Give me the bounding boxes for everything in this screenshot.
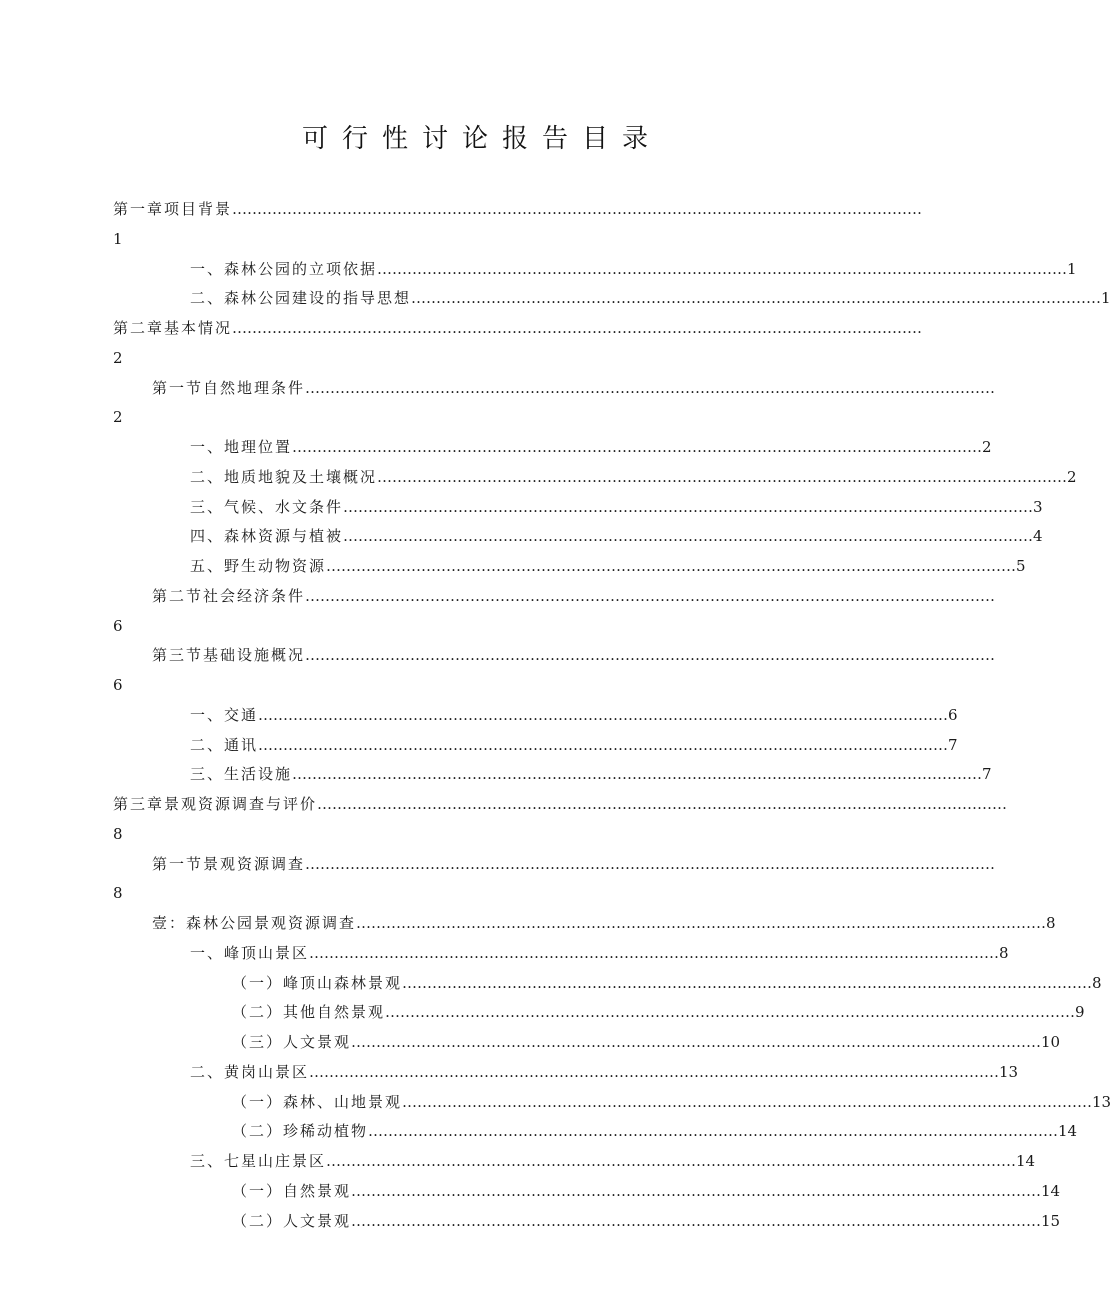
toc-entry[interactable]: [0, 998, 1085, 1028]
toc-leader-dots: …………………………………………………………………………………………………………………………: [356, 914, 1047, 932]
toc-entry[interactable]: [0, 1147, 1036, 1177]
toc-page-number: 13: [999, 1062, 1019, 1081]
toc-entry-title: 景观资源调查与评价: [164, 795, 318, 813]
toc-leader-dots: …………………………………………………………………………………………………………………………: [402, 973, 1093, 992]
toc-entry[interactable]: [0, 522, 1043, 552]
toc-entry-page-line: [0, 612, 950, 642]
toc-page-number: 4: [1033, 527, 1043, 546]
toc-entry[interactable]: [0, 701, 958, 731]
toc-entry[interactable]: [0, 1058, 1019, 1088]
toc-entry-title: 自然地理条件: [203, 378, 306, 397]
toc-page-number: 13: [1092, 1092, 1111, 1111]
toc-entry-title: 壹：森林公园景观资源调查: [152, 914, 357, 932]
toc-leader-dots: …………………………………………………………………………………………………………………………: [343, 497, 1034, 516]
toc-entry[interactable]: [0, 1088, 1111, 1118]
toc-page-number: 8: [113, 824, 123, 843]
toc-page-number: 2: [113, 408, 123, 427]
toc-leader-dots: …………………………………………………………………………………………………………………………: [305, 586, 996, 605]
toc-page-number: 9: [1075, 1003, 1085, 1022]
toc-entry[interactable]: [0, 552, 1026, 582]
toc-entry-page-line: [0, 879, 950, 909]
toc-entry-number: 第三章: [113, 795, 165, 813]
toc-leader-dots: …………………………………………………………………………………………………………………………: [343, 527, 1034, 546]
toc-entry-title: 二、黄岗山景区: [190, 1062, 310, 1081]
toc-page-number: 6: [113, 616, 123, 635]
toc-entry-title: 基础设施概况: [203, 646, 306, 665]
toc-entry-title: 一、交通: [190, 705, 259, 724]
toc-page-number: 8: [1092, 973, 1102, 992]
toc-page-number: 2: [982, 438, 992, 456]
toc-entry[interactable]: [0, 314, 950, 344]
toc-leader-dots: …………………………………………………………………………………………………………………………: [385, 1003, 1076, 1022]
toc-leader-dots: …………………………………………………………………………………………………………………………: [326, 557, 1017, 575]
toc-page-number: 7: [982, 765, 992, 784]
toc-entry[interactable]: [0, 760, 992, 790]
toc-entry-title: 三、生活设施: [190, 765, 293, 784]
toc-entry-title: （二）珍稀动植物: [232, 1122, 369, 1141]
toc-leader-dots: …………………………………………………………………………………………………………………………: [368, 1122, 1059, 1141]
toc-leader-dots: …………………………………………………………………………………………………………………………: [411, 289, 1102, 308]
toc-page-number: 10: [1041, 1033, 1061, 1051]
toc-entry-page-line: [0, 671, 950, 701]
toc-leader-dots: …………………………………………………………………………………………………………………………: [377, 467, 1068, 486]
toc-entry-page-line: [0, 820, 950, 850]
toc-entry[interactable]: [0, 582, 996, 612]
toc-leader-dots: …………………………………………………………………………………………………………………………: [232, 200, 923, 218]
toc-leader-dots: …………………………………………………………………………………………………………………………: [258, 735, 949, 754]
toc-entry-number: 第三节: [152, 646, 204, 665]
toc-entry-title: 基本情况: [164, 319, 233, 337]
toc-entry-title: 一、森林公园的立项依据: [190, 259, 378, 278]
toc-leader-dots: …………………………………………………………………………………………………………………………: [402, 1092, 1093, 1111]
toc-entry-title: （二）人文景观: [232, 1211, 352, 1230]
toc-entry-number: 第二节: [152, 586, 204, 605]
toc-page-number: 14: [1016, 1152, 1036, 1170]
toc-entry-number: 第一节: [152, 378, 204, 397]
toc-page-number: 1: [113, 229, 123, 248]
toc-entry-title: 一、峰顶山景区: [190, 943, 310, 962]
toc-page-number: 6: [113, 676, 123, 694]
toc-leader-dots: …………………………………………………………………………………………………………………………: [351, 1211, 1042, 1230]
toc-page-number: 5: [1016, 557, 1026, 575]
toc-entry-title: （一）峰顶山森林景观: [232, 973, 403, 992]
toc-leader-dots: …………………………………………………………………………………………………………………………: [292, 438, 983, 456]
toc-page-number: 2: [113, 348, 123, 367]
document-title: 可行性讨论报告目录: [301, 124, 662, 154]
toc-entry-number: 第一章: [113, 200, 165, 218]
toc-leader-dots: …………………………………………………………………………………………………………………………: [377, 259, 1068, 278]
toc-entry-title: （二）其他自然景观: [232, 1003, 386, 1022]
toc-page-number: 14: [1058, 1122, 1078, 1141]
toc-entry[interactable]: [0, 374, 996, 404]
toc-page-number: 8: [999, 943, 1009, 962]
toc-page-number: 7: [948, 735, 958, 754]
toc-entry-title: 五、野生动物资源: [190, 557, 327, 575]
toc-entry-title: （三）人文景观: [232, 1033, 352, 1051]
toc-entry[interactable]: [0, 731, 958, 761]
toc-leader-dots: …………………………………………………………………………………………………………………………: [351, 1033, 1042, 1051]
toc-leader-dots: …………………………………………………………………………………………………………………………: [305, 646, 996, 665]
toc-page-number: 2: [1067, 467, 1077, 486]
toc-entry-page-line: [0, 344, 950, 374]
toc-entry[interactable]: [0, 641, 996, 671]
toc-entry-title: 四、森林资源与植被: [190, 527, 344, 546]
toc-leader-dots: …………………………………………………………………………………………………………………………: [351, 1181, 1042, 1200]
toc-entry-page-line: [0, 403, 950, 433]
toc-page-number: 6: [948, 705, 958, 724]
toc-leader-dots: …………………………………………………………………………………………………………………………: [292, 765, 983, 784]
toc-entry[interactable]: [0, 1117, 1078, 1147]
toc-entry-title: 三、七星山庄景区: [190, 1152, 327, 1170]
toc-leader-dots: …………………………………………………………………………………………………………………………: [309, 1062, 1000, 1081]
table-of-contents: [0, 195, 1111, 1236]
toc-entry[interactable]: [0, 1177, 1061, 1207]
toc-page-number: 1: [1101, 289, 1111, 308]
toc-entry[interactable]: [0, 969, 1102, 999]
toc-entry[interactable]: [0, 909, 1056, 939]
toc-page-number: 8: [113, 884, 123, 903]
toc-leader-dots: …………………………………………………………………………………………………………………………: [309, 943, 1000, 962]
toc-entry[interactable]: [0, 850, 996, 880]
toc-leader-dots: …………………………………………………………………………………………………………………………: [326, 1152, 1017, 1170]
toc-entry-title: 项目背景: [164, 200, 233, 218]
toc-entry[interactable]: [0, 1207, 1061, 1237]
toc-entry-title: 三、气候、水文条件: [190, 497, 344, 516]
toc-entry-title: 二、地质地貌及土壤概况: [190, 467, 378, 486]
toc-leader-dots: …………………………………………………………………………………………………………………………: [232, 319, 923, 337]
toc-page-number: 15: [1041, 1211, 1061, 1230]
toc-leader-dots: …………………………………………………………………………………………………………………………: [258, 705, 949, 724]
toc-entry[interactable]: [0, 493, 1043, 523]
toc-entry[interactable]: [0, 255, 1077, 285]
toc-leader-dots: …………………………………………………………………………………………………………………………: [305, 854, 996, 873]
toc-leader-dots: …………………………………………………………………………………………………………………………: [305, 378, 996, 397]
toc-entry-number: 第二章: [113, 319, 165, 337]
toc-entry[interactable]: [0, 463, 1077, 493]
toc-entry[interactable]: [0, 790, 1008, 820]
toc-entry[interactable]: [0, 195, 950, 225]
toc-page-number: 1: [1067, 259, 1077, 278]
toc-entry-page-line: [0, 225, 950, 255]
toc-entry[interactable]: [0, 939, 1009, 969]
toc-entry-title: （一）森林、山地景观: [232, 1092, 403, 1111]
toc-entry-number: 第一节: [152, 854, 204, 873]
toc-page-number: 8: [1046, 914, 1056, 932]
toc-entry-title: 一、地理位置: [190, 438, 293, 456]
toc-entry-title: （一）自然景观: [232, 1181, 352, 1200]
toc-entry-title: 二、通讯: [190, 735, 259, 754]
toc-entry-title: 二、森林公园建设的指导思想: [190, 289, 412, 308]
toc-page-number: 3: [1033, 497, 1043, 516]
toc-entry-title: 社会经济条件: [203, 586, 306, 605]
toc-entry[interactable]: [0, 284, 1111, 314]
toc-entry[interactable]: [0, 433, 992, 463]
toc-entry-title: 景观资源调查: [203, 854, 306, 873]
toc-leader-dots: …………………………………………………………………………………………………………………………: [317, 795, 1008, 813]
toc-entry[interactable]: [0, 1028, 1061, 1058]
toc-page-number: 14: [1041, 1181, 1061, 1200]
